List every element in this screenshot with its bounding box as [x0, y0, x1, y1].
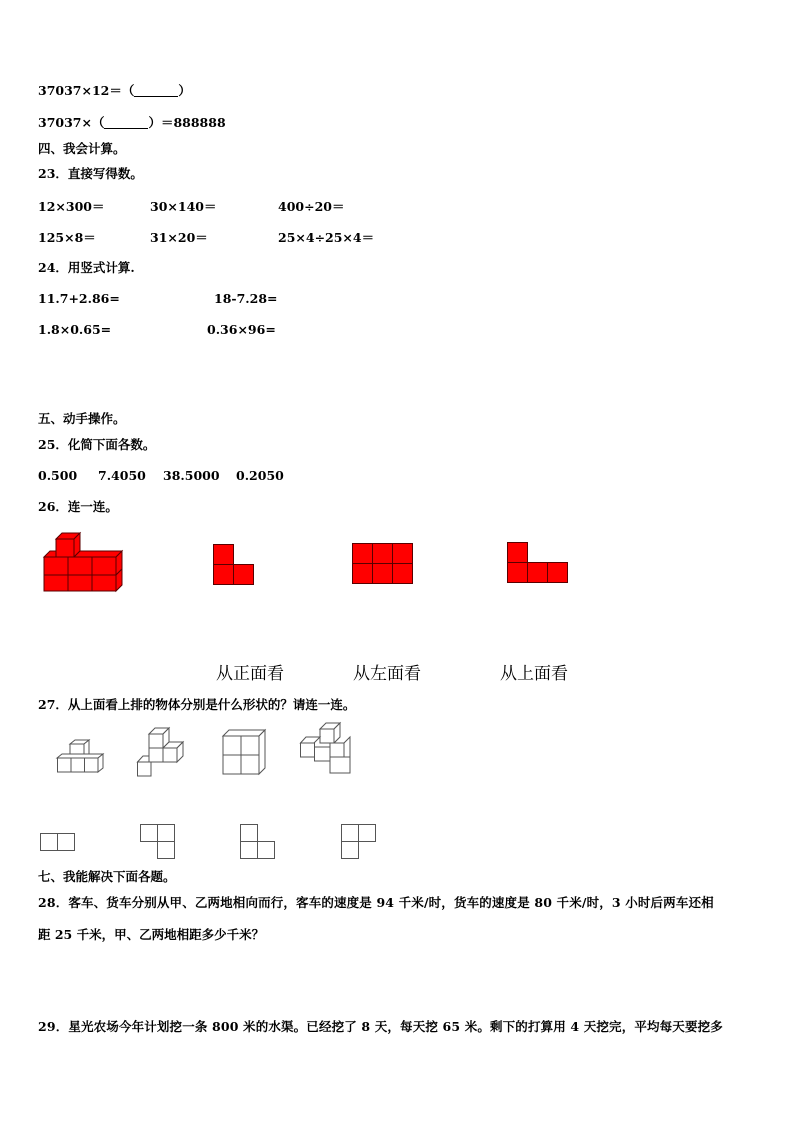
question-25: 25．化简下面各数。: [38, 437, 156, 452]
q23-item: 125×8＝: [38, 230, 96, 245]
exercise-line-2: [38, 115, 226, 131]
view-shape-grid: [352, 543, 414, 585]
q25-item: 38.5000: [163, 468, 220, 483]
answer-blank[interactable]: [134, 84, 178, 97]
q23-item: 31×20＝: [150, 230, 208, 245]
exercise-text: 37037×12＝（: [38, 83, 135, 98]
red-cube-solid-figure: [44, 533, 128, 593]
exercise-text: ）: [178, 83, 191, 98]
q24-item: 1.8×0.65=: [38, 322, 112, 337]
section-5-heading: 五、动手操作。: [38, 411, 126, 426]
question-28-line-2: 距 25 千米，甲、乙两地相距多少千米？: [38, 927, 265, 942]
exercise-text: 37037×（: [38, 115, 105, 130]
q24-item: 18-7.28=: [214, 291, 278, 306]
plan-shape-1: [40, 833, 76, 853]
exercise-text: ）＝888888: [148, 115, 226, 130]
q25-item: 0.500: [38, 468, 78, 483]
exercise-line-1: [38, 83, 191, 99]
q23-item: 400÷20＝: [278, 199, 345, 214]
q23-item: 30×140＝: [150, 199, 217, 214]
left-view-label: 从左面看: [353, 664, 421, 684]
answer-blank[interactable]: [104, 116, 148, 129]
q25-item: 7.4050: [98, 468, 146, 483]
cube-solid-4: [300, 723, 354, 775]
question-24: 24．用竖式计算.: [38, 260, 135, 275]
cube-solid-1: [57, 740, 105, 776]
question-28-line-1: 28．客车、货车分别从甲、乙两地相向而行，客车的速度是 94 千米/时，货车的速度是 80 千米/时，3 小时后两车还相: [38, 895, 714, 910]
q23-item: 25×4÷25×4＝: [278, 230, 375, 245]
question-23: 23．直接写得数。: [38, 166, 143, 181]
cube-solid-2: [137, 728, 189, 778]
front-view-label: 从正面看: [216, 664, 284, 684]
section-4-heading: 四、我会计算。: [38, 141, 126, 156]
plan-shape-4: [341, 824, 377, 860]
view-shape-long-l: [507, 542, 569, 584]
plan-shape-2: [140, 824, 176, 860]
plan-shape-3: [240, 824, 276, 860]
cube-solid-3: [221, 730, 267, 776]
q25-item: 0.2050: [236, 468, 284, 483]
question-27: 27．从上面看上排的物体分别是什么形状的？请连一连。: [38, 697, 356, 712]
question-26: 26．连一连。: [38, 499, 118, 514]
top-view-label: 从上面看: [500, 664, 568, 684]
q23-item: 12×300＝: [38, 199, 105, 214]
q24-item: 11.7+2.86=: [38, 291, 120, 306]
section-7-heading: 七、我能解决下面各题。: [38, 869, 176, 884]
view-shape-l: [213, 544, 255, 586]
q24-item: 0.36×96=: [207, 322, 276, 337]
question-29-line-1: 29．星光农场今年计划挖一条 800 米的水渠。已经挖了 8 天，每天挖 65 米。剩下的打算用 4 天挖完，平均每天要挖多: [38, 1019, 723, 1034]
